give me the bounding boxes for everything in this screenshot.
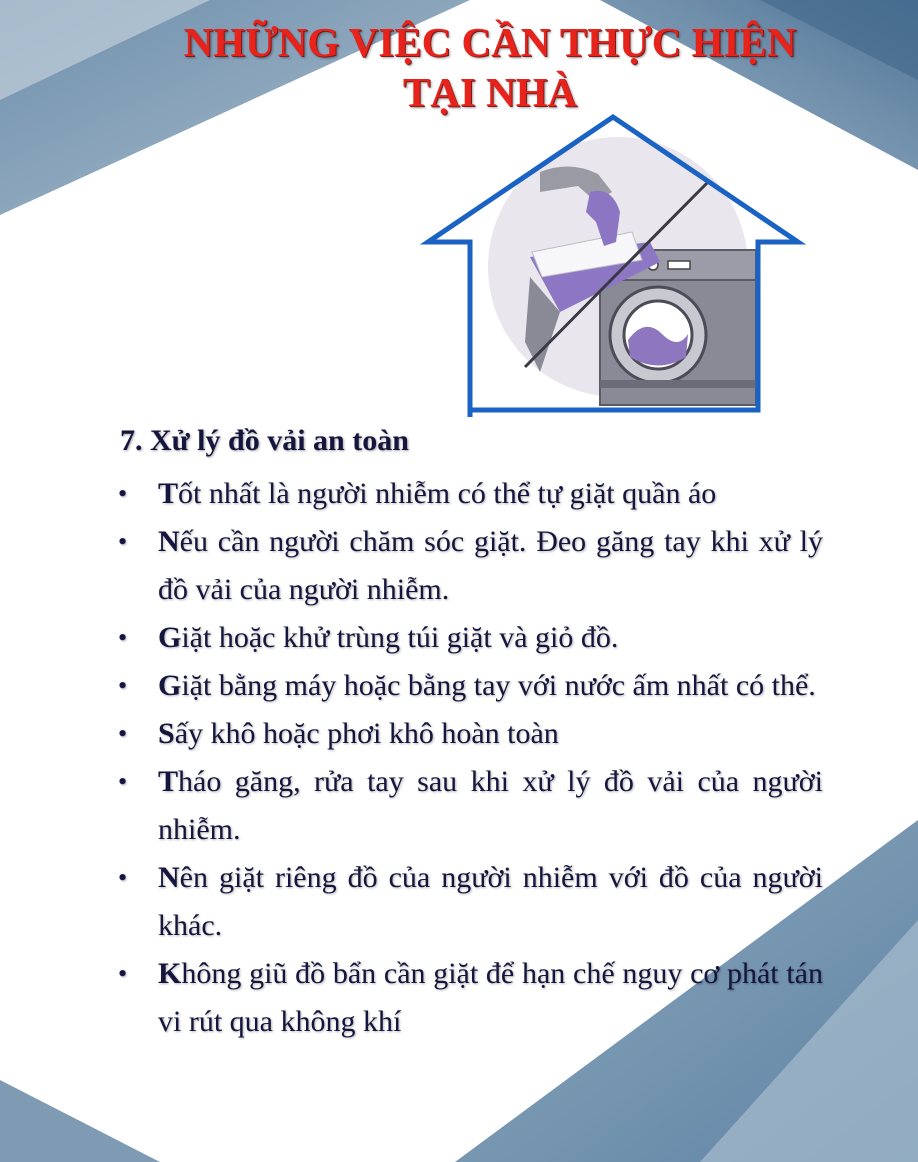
bullet-icon: • [118,527,128,556]
bullet-icon: • [118,623,128,652]
bullet-icon: • [118,959,128,988]
list-item: • Sấy khô hoặc phơi khô hoàn toàn [118,710,823,758]
bullet-icon: • [118,719,128,748]
list-item: • Tốt nhất là người nhiễm có thể tự giặt quần áo [118,470,823,518]
list-item: • Giặt hoặc khử trùng túi giặt và giỏ đồ. [118,614,823,662]
list-item: • Không giũ đồ bẩn cần giặt để hạn chế nguy cơ phát tán vi rút qua không khí [118,950,823,1046]
bullet-list [118,470,823,1046]
page-title-line-1: NHỮNG VIỆC CẦN THỰC HIỆN [183,19,797,65]
page-title-line-2: TẠI NHÀ [402,69,578,115]
list-item: • Nếu cần người chăm sóc giặt. Đeo găng tay khi xử lý đồ vải của người nhiễm. [118,518,823,614]
list-item: • Tháo găng, rửa tay sau khi xử lý đồ vải của người nhiễm. [118,758,823,854]
bullet-icon: • [118,671,128,700]
list-item: • Giặt bằng máy hoặc bằng tay với nước ấm nhất có thể. [118,662,823,710]
bullet-icon: • [118,767,128,796]
bullet-icon: • [118,479,128,508]
bullet-icon: • [118,863,128,892]
list-item: • Nên giặt riêng đồ của người nhiễm với đồ của người khác. [118,854,823,950]
house-laundry-icon [420,112,806,417]
section-heading: 7. Xử lý đồ vải an toàn [120,424,409,457]
